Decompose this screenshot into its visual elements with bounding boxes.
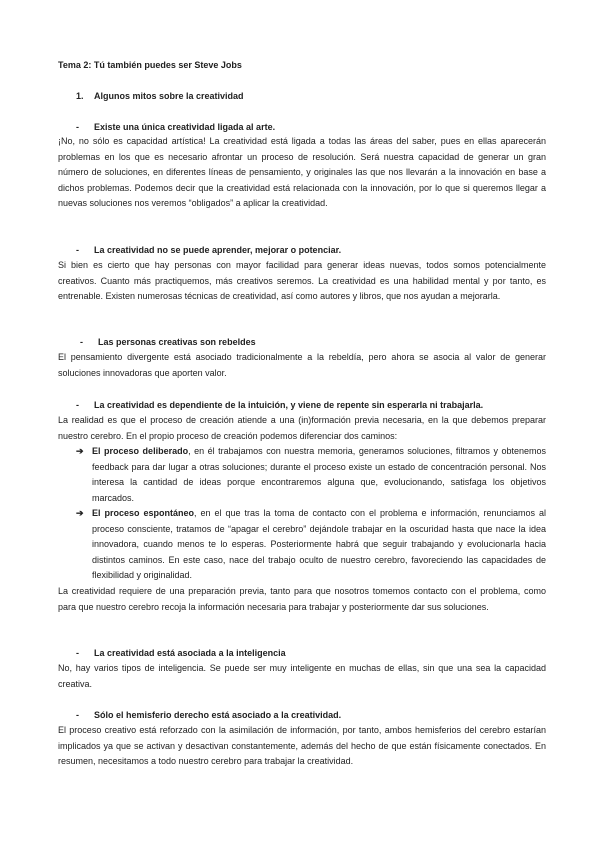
myth-heading-text: Existe una única creatividad ligada al arte. bbox=[94, 122, 276, 132]
heading-text: Algunos mitos sobre la creatividad bbox=[94, 91, 244, 101]
dash-marker: - bbox=[76, 122, 79, 132]
dash-marker: - bbox=[76, 710, 79, 720]
myth-paragraph-1: ¡No, no sólo es capacidad artística! La creatividad está ligada a todas las áreas del saber, pues en ellas aparecerán problemas en los que es necesario afrontar un proceso de resolución. Será nuestra capacidad de generar un gran número de soluciones, en diferentes líneas de pensamiento, y originales las que nos llevarán a la innovación en base a dichos problemas. Podemos decir que la creatividad está relacionada con la innovación, por lo que si queremos llegar a nuevas soluciones nos veremos “obligados” a aplicar la creatividad. bbox=[58, 136, 546, 208]
myth-heading-2 bbox=[76, 243, 341, 259]
myth-heading-3 bbox=[80, 335, 256, 351]
document-title: Tema 2: Tú también puedes ser Steve Jobs bbox=[58, 60, 242, 70]
bullet-item bbox=[76, 506, 546, 584]
myth-paragraph-3: El pensamiento divergente está asociado tradicionalmente a la rebeldía, pero ahora se asocia al valor de generar soluciones innovadoras que aporten valor. bbox=[58, 352, 546, 378]
myth-heading-6 bbox=[76, 708, 341, 724]
bullet-bold: El proceso deliberado bbox=[92, 446, 189, 456]
closing-paragraph: La creatividad requiere de una preparación previa, tanto para que nosotros tomemos contacto con el problema, como para que nuestro cerebro recoja la información necesaria para trabajar y posteriormente dar sus soluciones. bbox=[58, 586, 546, 612]
myth-paragraph-4: La realidad es que el proceso de creación atiende a una (in)formación previa necesaria, en la que debemos preparar nuestro cerebro. En el propio proceso de creación podemos diferenciar dos caminos: bbox=[58, 415, 546, 441]
bullet-text: , en él trabajamos con nuestra memoria, generamos soluciones, filtramos y obtenemos feedback para dar lugar a otras soluciones; durante el proceso existe un estado de concentración personal. Nos interesa la cantidad de ideas porque encontraremos alguna que, evolucionando, satisfaga los objetivos marcados. bbox=[92, 446, 546, 503]
dash-marker: - bbox=[76, 400, 79, 410]
dash-marker: - bbox=[76, 245, 79, 255]
myth-paragraph-6: El proceso creativo está reforzado con la asimilación de información, por tanto, ambos hemisferios del cerebro estarían implicados ya que se activan y desactivan constantemente, además del hecho de que están físicamente conectados. En resumen, necesitamos a todo nuestro cerebro para trabajar la creatividad. bbox=[58, 725, 546, 766]
myth-heading-text: La creatividad es dependiente de la intuición, y viene de repente sin esperarla ni trabajarla. bbox=[94, 400, 484, 410]
arrow-icon: ➔ bbox=[76, 508, 84, 518]
dash-marker: - bbox=[80, 337, 83, 347]
myth-heading-text: Las personas creativas son rebeldes bbox=[98, 337, 256, 347]
myth-heading-4 bbox=[76, 398, 483, 414]
myth-heading-text: La creatividad está asociada a la inteligencia bbox=[94, 648, 286, 658]
dash-marker: - bbox=[76, 648, 79, 658]
myth-paragraph-2: Si bien es cierto que hay personas con mayor facilidad para generar ideas nuevas, todos somos potencialmente creativos. Cuanto más practiquemos, más creativos seremos. La creatividad es una habilidad mental y por tanto, es entrenable. Existen numerosas técnicas de creatividad, así como autores y libros, que nos ayudan a mejorarla. bbox=[58, 260, 546, 301]
arrow-icon: ➔ bbox=[76, 446, 84, 456]
heading-number: 1. bbox=[76, 91, 84, 101]
bullet-bold: El proceso espontáneo bbox=[92, 508, 194, 518]
myth-paragraph-5: No, hay varios tipos de inteligencia. Se puede ser muy inteligente en muchas de ellas, sin que una sea la capacidad creativa. bbox=[58, 663, 546, 689]
myth-heading-5 bbox=[76, 646, 286, 662]
section-heading-1 bbox=[76, 89, 244, 105]
bullet-item bbox=[76, 444, 546, 506]
myth-heading-text: Sólo el hemisferio derecho está asociado a la creatividad. bbox=[94, 710, 342, 720]
bullet-text: , en el que tras la toma de contacto con el problema e información, renunciamos al proceso consciente, tratamos de “apagar el cerebro” dejándole trabajar en la oscuridad hasta que nace la idea innovadora, cuando menos te lo esperas. Posteriormente habrá que seguir trabajando y evolucionarla hacia distintos caminos. En este caso, nace del trabajo oculto de nuestro cerebro, favoreciendo las capacidades de flexibilidad y originalidad. bbox=[92, 508, 546, 580]
myth-heading-text: La creatividad no se puede aprender, mejorar o potenciar. bbox=[94, 245, 342, 255]
